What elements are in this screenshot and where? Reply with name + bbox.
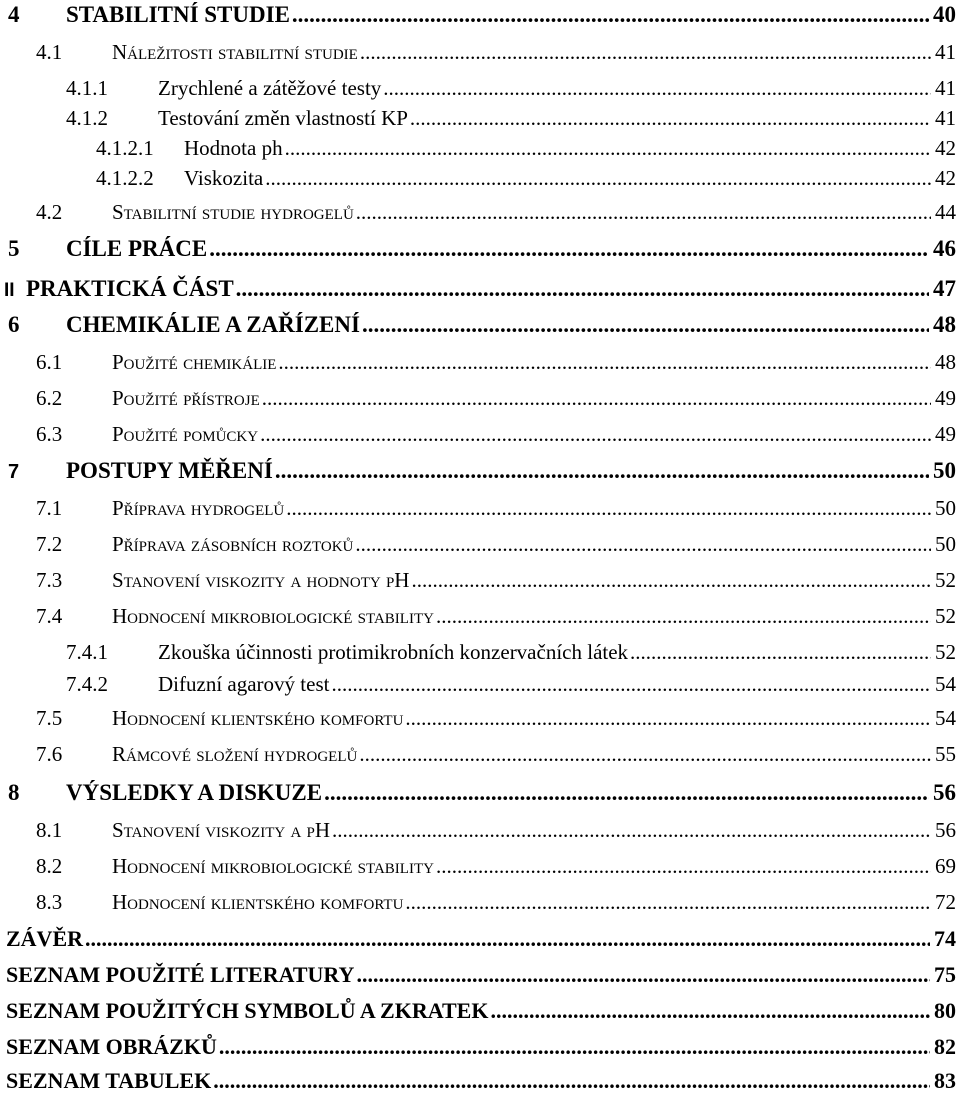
toc-entry[interactable]	[96, 136, 956, 161]
toc-entry-page: 48	[933, 312, 956, 337]
toc-entry-number: 6.2	[36, 386, 63, 410]
toc-entry-number: II	[4, 280, 15, 301]
toc-entry-title: PRAKTICKÁ ČÁST	[26, 276, 234, 301]
toc-entry-page: 50	[935, 532, 956, 556]
toc-entry-number: 4.1.2	[66, 106, 108, 130]
toc-entry-number: 8.2	[36, 854, 63, 878]
toc-entry-number: 7.4.1	[66, 640, 108, 664]
toc-entry-page: 74	[934, 926, 956, 951]
toc-leader-dots	[286, 496, 931, 521]
toc-entry-number: 7.6	[36, 742, 63, 766]
toc-entry[interactable]	[66, 640, 956, 665]
toc-entry[interactable]	[36, 568, 956, 593]
toc-entry-title: Hodnocení mikrobiologické stability	[112, 604, 434, 628]
toc-entry-page: 47	[933, 276, 956, 301]
toc-leader-dots	[630, 640, 931, 665]
toc-entry-page: 49	[935, 386, 956, 410]
toc-entry-title: Hodnota ph	[184, 136, 283, 160]
toc-entry-title: Příprava hydrogelů	[112, 496, 285, 520]
toc-leader-dots	[209, 236, 929, 262]
toc-entry-page: 44	[935, 200, 956, 224]
toc-entry-page: 69	[935, 854, 956, 878]
toc-entry[interactable]	[36, 604, 956, 629]
toc-entry-title: ZÁVĚR	[6, 926, 84, 951]
toc-entry-number: 8.1	[36, 818, 63, 842]
toc-entry[interactable]	[8, 780, 956, 806]
toc-entry[interactable]	[66, 76, 956, 101]
toc-leader-dots	[411, 568, 931, 593]
toc-entry-number: 7.4	[36, 604, 63, 628]
toc-entry[interactable]	[36, 40, 956, 65]
toc-entry[interactable]	[4, 276, 956, 302]
toc-entry-number: 7.5	[36, 706, 63, 730]
toc-entry[interactable]	[36, 706, 956, 731]
toc-leader-dots	[278, 350, 931, 375]
toc-entry-page: 42	[935, 166, 956, 190]
toc-entry-page: 50	[935, 496, 956, 520]
toc-entry-title: Hodnocení klientského komfortu	[112, 890, 404, 914]
toc-leader-dots	[436, 604, 931, 629]
toc-leader-dots	[285, 136, 931, 161]
toc-entry-title: POSTUPY MĚŘENÍ	[66, 458, 273, 483]
toc-entry-title: SEZNAM POUŽITÉ LITERATURY	[6, 962, 355, 987]
toc-entry-number: 6.1	[36, 350, 63, 374]
toc-entry-number: 4.1.2.2	[96, 166, 154, 190]
toc-leader-dots	[219, 1034, 930, 1060]
toc-entry-page: 56	[935, 818, 956, 842]
toc-entry-number: 4.1.2.1	[96, 136, 154, 160]
toc-entry[interactable]	[8, 236, 956, 262]
toc-leader-dots	[362, 312, 929, 338]
toc-leader-dots	[360, 40, 931, 65]
toc-leader-dots	[85, 926, 930, 952]
toc-leader-dots	[332, 818, 931, 843]
toc-entry-title: STABILITNÍ STUDIE	[66, 2, 290, 27]
toc-leader-dots	[213, 1068, 930, 1094]
toc-entry[interactable]	[96, 166, 956, 191]
toc-leader-dots	[262, 386, 931, 411]
toc-entry-title: SEZNAM OBRÁZKŮ	[6, 1034, 217, 1059]
toc-entry-title: Testování změn vlastností KP	[158, 106, 408, 130]
toc-entry-number: 6.3	[36, 422, 63, 446]
toc-entry-page: 82	[934, 1034, 956, 1059]
toc-entry-title: Stanovení viskozity a hodnoty pH	[112, 568, 410, 592]
toc-entry-title: Viskozita	[184, 166, 264, 190]
toc-leader-dots	[405, 706, 931, 731]
toc-entry-title: VÝSLEDKY A DISKUZE	[66, 780, 323, 805]
toc-entry-page: 54	[935, 706, 956, 730]
toc-entry-title: CÍLE PRÁCE	[66, 236, 208, 261]
toc-leader-dots	[410, 106, 931, 131]
toc-entry-page: 54	[935, 672, 956, 696]
toc-leader-dots	[275, 458, 929, 484]
toc-entry-title: Hodnocení mikrobiologické stability	[112, 854, 434, 878]
toc-entry-page: 52	[935, 604, 956, 628]
toc-leader-dots	[356, 962, 930, 988]
toc-entry-page: 80	[934, 998, 956, 1023]
toc-entry-title: Difuzní agarový test	[158, 672, 330, 696]
toc-entry-page: 52	[935, 640, 956, 664]
toc-entry-number: 7.4.2	[66, 672, 108, 696]
toc-entry-title: Použité pomůcky	[112, 422, 259, 446]
toc-entry-page: 41	[935, 106, 956, 130]
toc-entry-page: 41	[935, 76, 956, 100]
toc-leader-dots	[236, 276, 929, 302]
toc-entry[interactable]	[8, 458, 956, 484]
toc-entry[interactable]	[6, 1068, 956, 1094]
toc-entry-number: 7.1	[36, 496, 63, 520]
toc-entry-title: Hodnocení klientského komfortu	[112, 706, 404, 730]
toc-entry-page: 49	[935, 422, 956, 446]
toc-entry[interactable]	[36, 890, 956, 915]
toc-entry[interactable]	[36, 742, 956, 767]
toc-entry-number: 7.2	[36, 532, 63, 556]
toc-leader-dots	[292, 2, 929, 28]
toc-entry-title: Použité chemikálie	[112, 350, 277, 374]
toc-entry[interactable]	[6, 1034, 956, 1060]
toc-entry-title: Náležitosti stabilitní studie	[112, 40, 358, 64]
toc-leader-dots	[324, 780, 929, 806]
toc-entry[interactable]	[36, 386, 956, 411]
toc-entry-page: 41	[935, 40, 956, 64]
toc-entry[interactable]	[36, 854, 956, 879]
toc-entry[interactable]	[6, 926, 956, 952]
toc-leader-dots	[405, 890, 931, 915]
toc-entry[interactable]	[8, 2, 956, 28]
toc-entry-title: Zrychlené a zátěžové testy	[158, 76, 382, 100]
toc-entry-number: 8	[8, 780, 20, 805]
toc-entry[interactable]	[36, 496, 956, 521]
toc-leader-dots	[356, 200, 931, 225]
toc-entry-title: Stabilitní studie hydrogelů	[112, 200, 354, 224]
toc-entry-title: SEZNAM POUŽITÝCH SYMBOLŮ A ZKRATEK	[6, 998, 489, 1023]
toc-leader-dots	[265, 166, 931, 191]
toc-leader-dots	[383, 76, 931, 101]
toc-entry-number: 4.1.1	[66, 76, 108, 100]
toc-entry-page: 50	[933, 458, 956, 483]
toc-entry-number: 4.1	[36, 40, 63, 64]
toc-entry[interactable]	[6, 998, 956, 1024]
toc-entry-title: Příprava zásobních roztoků	[112, 532, 354, 556]
toc-entry-title: SEZNAM TABULEK	[6, 1068, 212, 1093]
toc-entry-page: 55	[935, 742, 956, 766]
toc-leader-dots	[490, 998, 930, 1024]
toc-leader-dots	[355, 532, 931, 557]
toc-entry[interactable]	[6, 962, 956, 988]
toc-entry-page: 46	[933, 236, 956, 261]
toc-entry-number: 7	[8, 461, 20, 483]
toc-entry-number: 5	[8, 236, 20, 261]
toc-entry-title: CHEMIKÁLIE A ZAŘÍZENÍ	[66, 312, 360, 337]
toc-entry[interactable]	[36, 350, 956, 375]
toc-entry[interactable]	[36, 818, 956, 843]
toc-entry-number: 8.3	[36, 890, 63, 914]
toc-entry-number: 7.3	[36, 568, 63, 592]
toc-entry[interactable]	[36, 422, 956, 447]
toc-leader-dots	[436, 854, 931, 879]
toc-entry-number: 6	[8, 312, 20, 337]
toc-entry-number: 4	[8, 2, 20, 27]
toc-entry[interactable]	[8, 312, 956, 338]
toc-leader-dots	[331, 672, 931, 697]
toc-entry-number: 4.2	[36, 200, 63, 224]
toc-entry-page: 40	[933, 2, 956, 27]
toc-entry-page: 75	[934, 962, 956, 987]
toc-entry-page: 52	[935, 568, 956, 592]
toc-leader-dots	[260, 422, 931, 447]
toc-entry-title: Stanovení viskozity a pH	[112, 818, 331, 842]
toc-entry[interactable]	[66, 672, 956, 697]
toc-leader-dots	[359, 742, 931, 767]
toc-entry[interactable]	[66, 106, 956, 131]
toc-entry[interactable]	[36, 200, 956, 225]
toc-entry-title: Použité přístroje	[112, 386, 260, 410]
toc-entry-page: 72	[935, 890, 956, 914]
toc-entry-title: Rámcové složení hydrogelů	[112, 742, 358, 766]
toc-entry-page: 83	[934, 1068, 956, 1093]
toc-entry-page: 42	[935, 136, 956, 160]
toc-entry-title: Zkouška účinnosti protimikrobních konzervačních látek	[158, 640, 629, 664]
toc-entry-page: 48	[935, 350, 956, 374]
toc-entry[interactable]	[36, 532, 956, 557]
toc-entry-page: 56	[933, 780, 956, 805]
